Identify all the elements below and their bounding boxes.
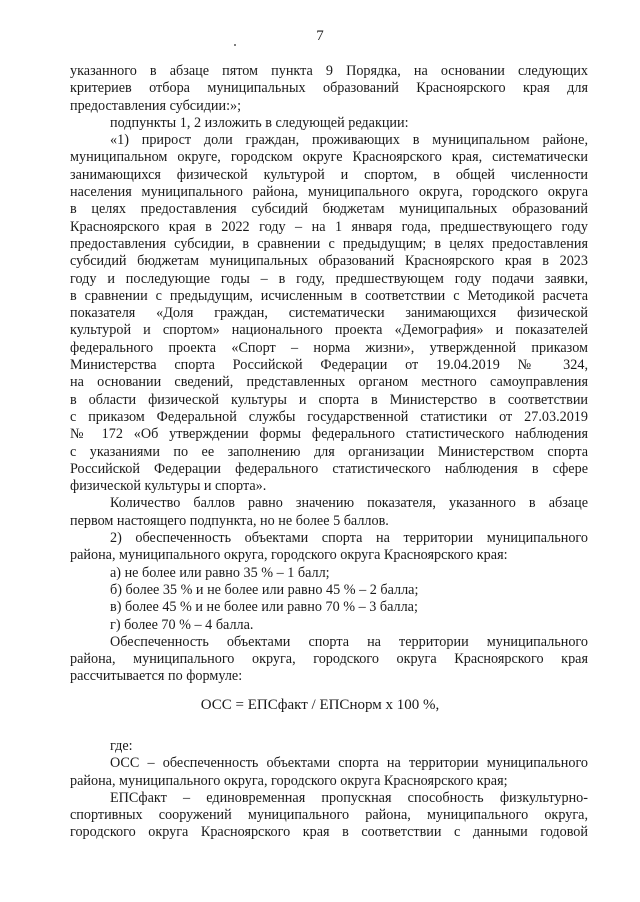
text-line: Министерства спорта Российской Федерации от 19.04.2019 № 324, <box>70 357 588 374</box>
text-line: а) не более или равно 35 % – 1 балл; <box>110 564 330 581</box>
text-line: субсидий бюджетам муниципальных образований Красноярского края в 2023 <box>70 253 588 270</box>
text-line: с указаниями по ее заполнению для организации Министерством спорта <box>70 443 588 460</box>
text-line: «1) прирост доли граждан, проживающих в муниципальном районе, <box>110 132 588 149</box>
text-line: критериев отбора муниципальных образований Красноярского края для <box>70 80 588 97</box>
text-line: 2) обеспеченность объектами спорта на территории муниципального <box>110 530 588 547</box>
text-line: б) более 35 % и не более или равно 45 % – 2 балла; <box>110 581 419 598</box>
text-line: году и последующие годы – в году, предшествующем году подачи заявки, <box>70 270 588 287</box>
text-line: указанного в абзаце пятом пункта 9 Порядка, на основании следующих <box>70 63 588 79</box>
text-line: района, муниципального округа, городского округа Красноярского края: <box>70 547 508 564</box>
formula: ОСС = ЕПСфакт / ЕПСнорм х 100 %, <box>200 697 440 713</box>
text-line: района, муниципального округа, городского округа Красноярского края <box>70 651 588 668</box>
text-line: ОСС – обеспеченность объектами спорта на территории муниципального <box>110 755 588 772</box>
text-line: первом настоящего подпункта, но не более 5 баллов. <box>70 512 389 529</box>
text-line: в сравнении с предыдущим, исчисленным в соответствии с Методикой расчета <box>70 287 588 304</box>
page-number: 7 <box>316 28 324 44</box>
text-line: в) более 45 % и не более или равно 70 % – 3 балла; <box>110 599 418 616</box>
text-line: ЕПСфакт – единовременная пропускная способность физкультурно- <box>110 789 588 806</box>
text-line: Обеспеченность объектами спорта на территории муниципального <box>110 633 588 650</box>
text-line: № 172 «Об утверждении формы федерального статистического наблюдения <box>70 426 588 443</box>
text-line: Российской Федерации федерального статистического наблюдения в сфере <box>70 460 588 477</box>
text-line: культурой и спортом» национального проекта «Демография» и показателей <box>70 322 588 339</box>
text-line: Количество баллов равно значению показателя, указанного в абзаце <box>110 495 588 512</box>
text-line: в целях предоставления субсидий бюджетам муниципальных образований <box>70 201 588 218</box>
text-line: физической культуры и спорта». <box>70 478 267 495</box>
text-line: района, муниципального округа, городского округа Красноярского края; <box>70 772 508 789</box>
document-body-continued <box>70 738 588 842</box>
text-line: показателя «Доля граждан, систематически занимающихся физической <box>70 305 588 322</box>
text-line: федерального проекта «Спорт – норма жизни», утвержденной приказом <box>70 339 588 356</box>
text-line: в области физической культуры и спорта в Министерство в соответствии <box>70 391 588 408</box>
text-line: муниципальном округе, городском округе Красноярского края, систематически <box>70 149 588 166</box>
text-line: занимающихся физической культурой и спортом, в общей численности <box>70 166 588 183</box>
text-line: предоставления субсидии:»; <box>70 97 242 114</box>
text-line: Красноярского края в 2022 году – на 1 января года, предшествующего году <box>70 218 588 235</box>
text-line: с приказом Федеральной службы государственной статистики от 27.03.2019 <box>70 408 588 425</box>
text-line: городского округа Красноярского края в соответствии с данными годовой <box>70 824 588 841</box>
text-line: спортивных сооружений муниципального района, муниципального округа, <box>70 807 588 824</box>
text-line: предоставления субсидии, в сравнении с предыдущим; в целях предоставления <box>70 235 588 252</box>
text-line: на основании сведений, представленных органом местного самоуправления <box>70 374 588 391</box>
text-line: подпункты 1, 2 изложить в следующей редакции: <box>110 114 409 131</box>
text-line: населения муниципального района, муниципального округа, городского округа <box>70 184 588 201</box>
text-line: рассчитывается по формуле: <box>70 668 243 685</box>
text-line: где: <box>110 738 133 754</box>
text-line: г) более 70 % – 4 балла. <box>110 616 254 633</box>
document-body <box>70 63 588 686</box>
